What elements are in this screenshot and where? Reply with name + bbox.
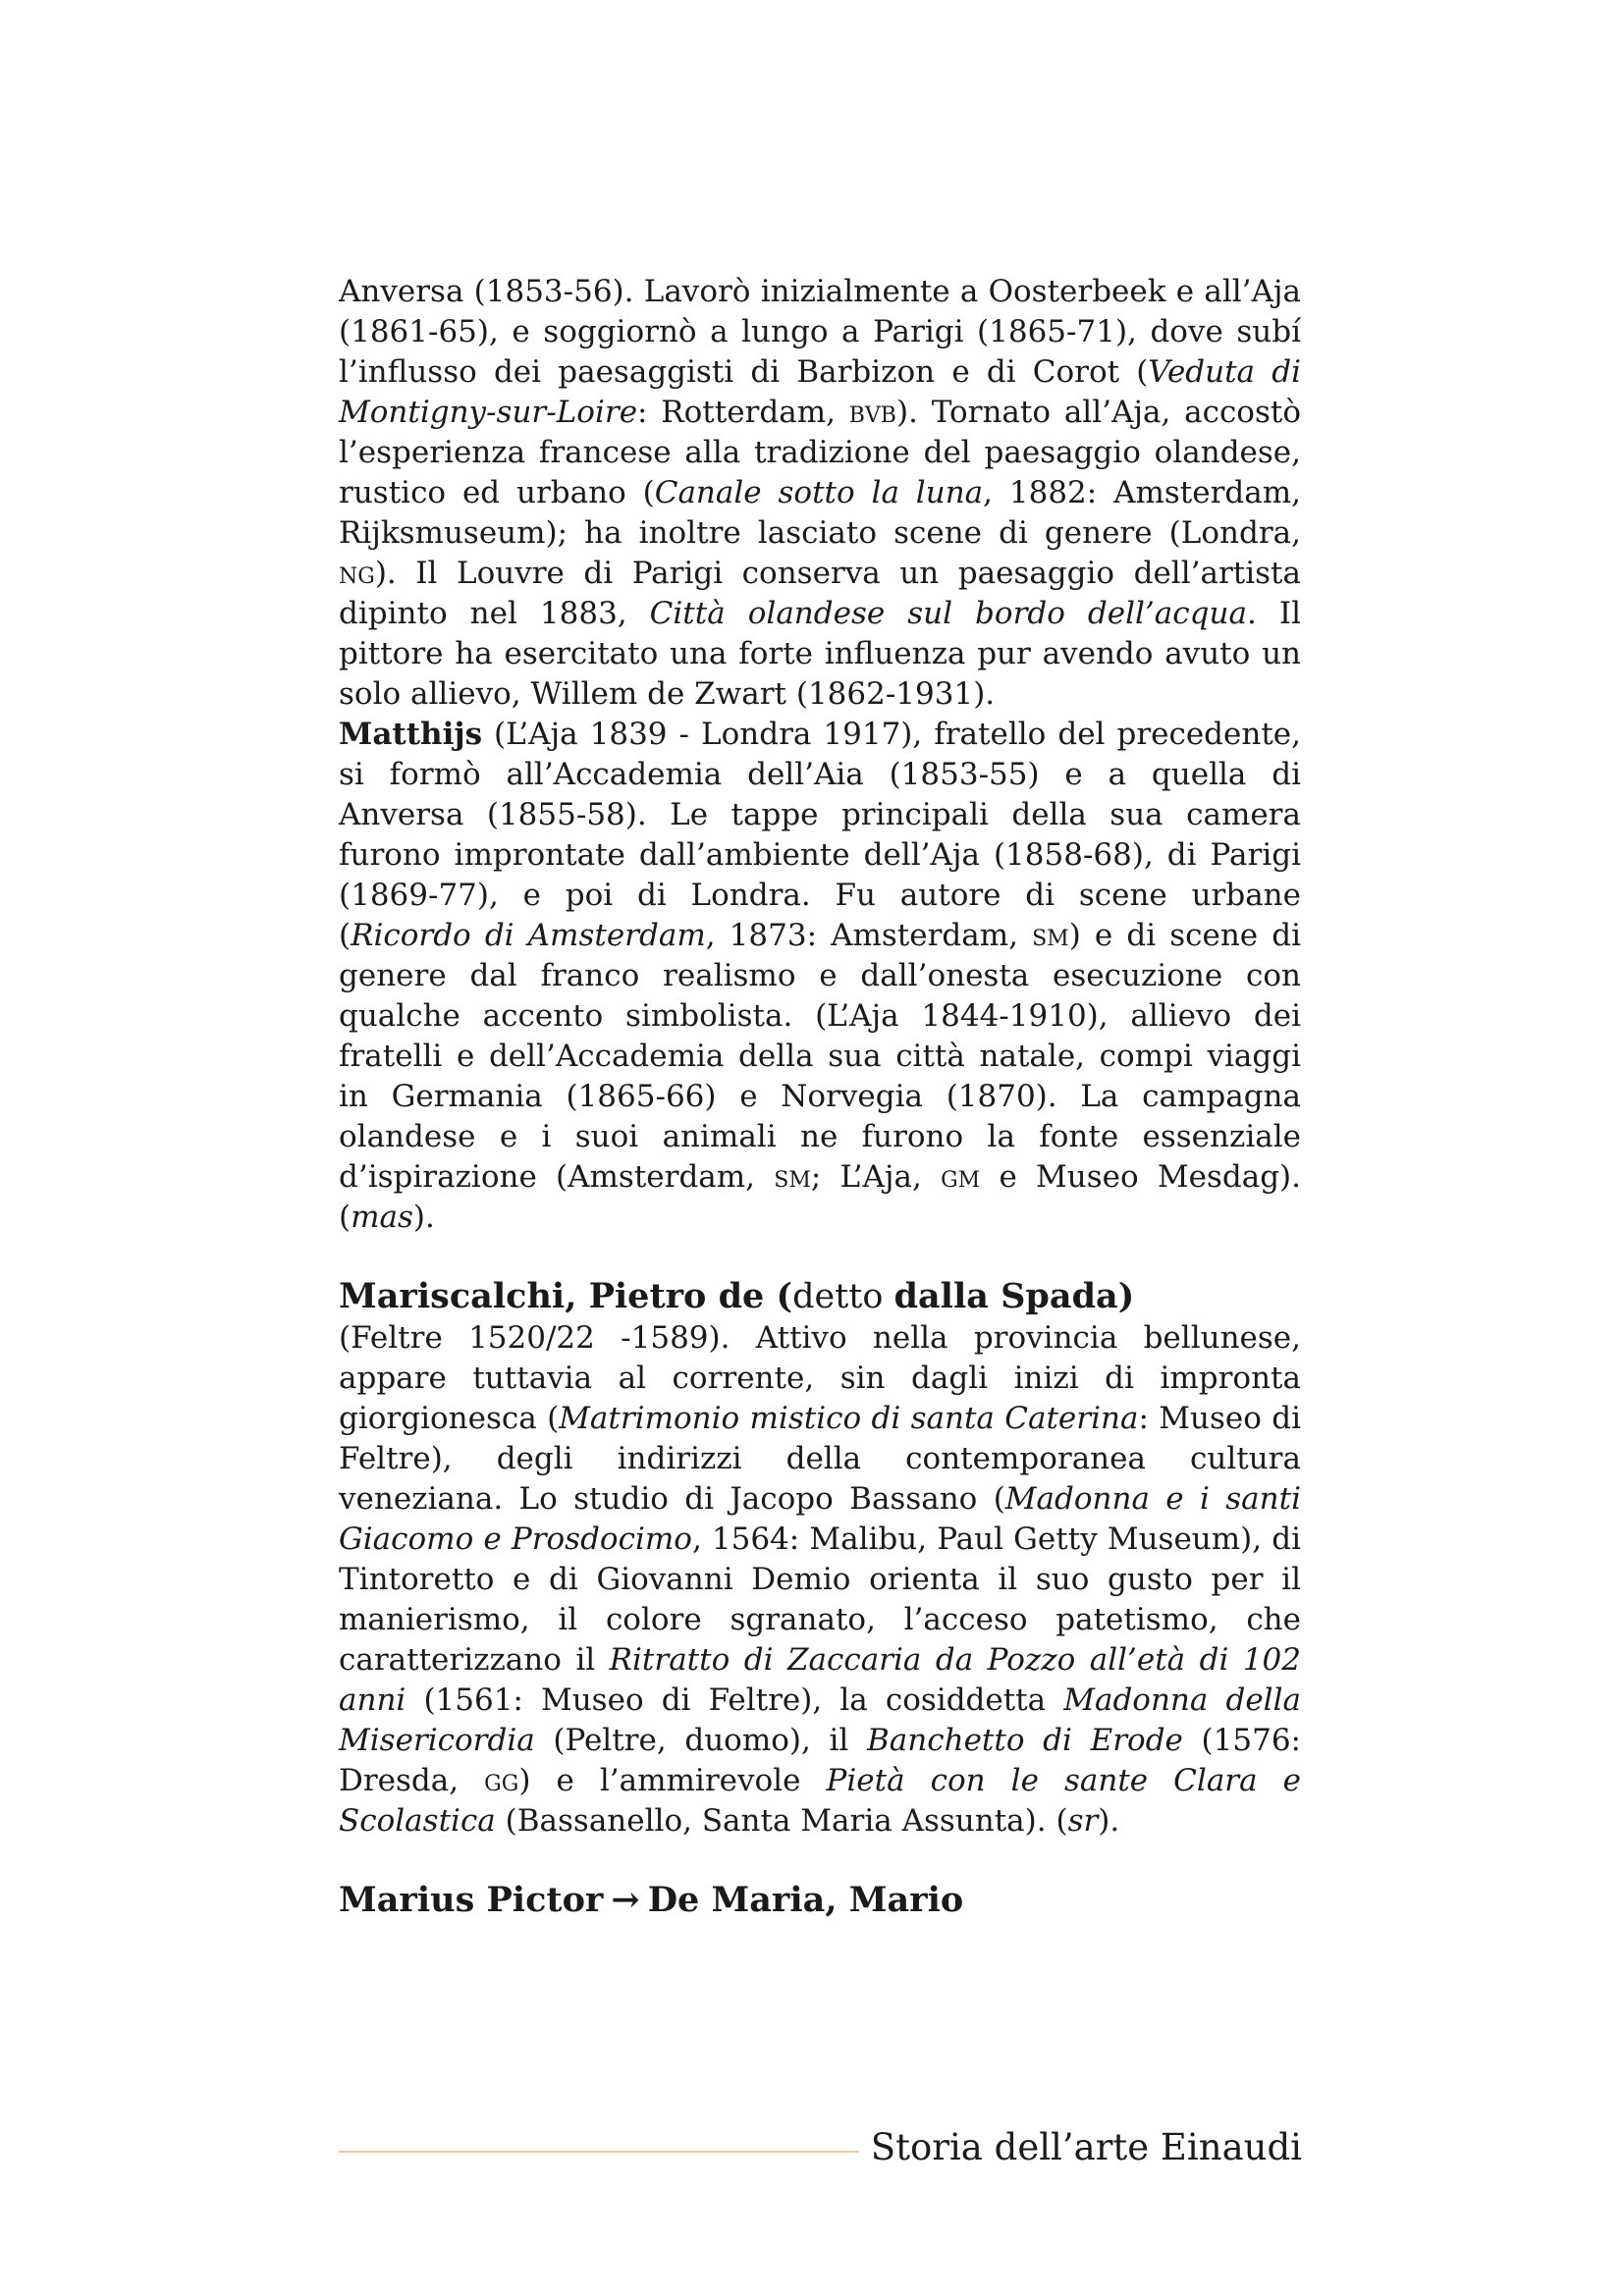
text-run: ). [412,1200,435,1235]
text-run: . Il pittore ha esercitato una forte influenza pur avendo avuto un solo allievo, Willem de Zwart (1862-1931). [339,596,1301,712]
entry-heading-mariscalchi [339,1275,1301,1318]
heading-bold: Marius Pictor [339,1880,604,1920]
paragraph-1 [339,272,1301,715]
cross-reference-arrow-icon: → [611,1880,640,1920]
text-run: (Feltre 1520/22 -1589). Attivo nella provincia bellunese, appare tuttavia al corrente, sin dagli inizi di impronta giorgionesca ( [339,1320,1301,1436]
artwork-title: Città olandese sul bordo dell’acqua [649,596,1247,631]
artwork-title: Ritratto di Zaccaria da Pozzo all’età di 102 anni [339,1642,1301,1718]
artwork-title: Canale sotto la luna [654,475,984,510]
museum-abbrev: sm [774,1159,811,1195]
text-run: ). Il Louvre di Parigi conserva un paesaggio dell’artista dipinto nel 1883, [339,556,1301,631]
heading-bold: Mariscalchi, Pietro de ( [339,1276,793,1316]
text-run: ) e l’ammirevole [518,1763,827,1798]
museum-abbrev: gm [941,1159,981,1195]
text-run: ) e di scene di genere dal franco realismo e dall’onesta esecuzione con qualche accento simbolista. (L’Aja 1844-1910), allievo dei fratelli e dell’Accademia della sua città natale, compi viaggi in Germania (1865-66) e Norvegia (1870). La campagna olandese e i suoi animali ne furono la fonte essenziale d’ispirazione (Amsterdam, [339,918,1301,1195]
text-run: ; L’Aja, [810,1159,942,1195]
text-run: e Museo Mesdag). ( [339,1159,1301,1235]
text-run: , 1873: Amsterdam, [705,918,1033,953]
text-run: ). Tornato all’Aja, accostò l’esperienza francese alla tradizione del paesaggio olandese, rustico ed urbano ( [339,395,1302,510]
artwork-title: Matrimonio mistico di santa Caterina [559,1401,1139,1436]
author-initials: mas [351,1200,413,1235]
footer-rule [339,2151,859,2153]
heading-normal: detto [792,1277,894,1316]
text-run: , 1882: Amsterdam, Rijksmuseum); ha inoltre lasciato scene di genere (Londra, [339,475,1301,551]
entry-heading-marius-pictor [339,1879,1301,1922]
museum-abbrev: gg [484,1763,519,1798]
text-run: : Rotterdam, [637,395,849,430]
text-run: , 1564: Malibu, Paul Getty Museum), di Tintoretto e di Giovanni Demio orienta il suo gusto per il manierismo, il colore sgranato, l’acceso patetismo, che caratterizzano il [339,1522,1301,1678]
text-run: (1561: Museo di Feltre), la cosiddetta [406,1682,1064,1718]
artwork-title: Madonna e i santi Giacomo e Prosdocimo [339,1481,1301,1557]
text-run: ). [1098,1803,1120,1839]
text-run: (Peltre, duomo), il [534,1723,868,1758]
heading-bold: dalla Spada) [893,1276,1135,1316]
subentry-name: Matthijs [339,717,483,752]
artwork-title: Ricordo di Amsterdam [351,918,706,953]
footer-title: Storia dell’arte Einaudi [870,2126,1302,2168]
artwork-title: Banchetto di Erode [867,1723,1183,1758]
author-initials: sr [1067,1803,1099,1839]
artwork-title: Pietà con le sante Clara e Scolastica [339,1763,1301,1839]
museum-abbrev: sm [1032,918,1069,953]
text-run: : Museo di Feltre), degli indirizzi della contemporanea cultura veneziana. Lo studio di Jacopo Bassano ( [339,1401,1301,1517]
museum-abbrev: ng [339,556,375,591]
text-run: (L’Aja 1839 - Londra 1917), fratello del precedente, si formò all’Accademia dell’Aia (1853-55) e a quella di Anversa (1855-58). Le tappe principali della sua camera furono improntate dall’ambiente dell’Aja (1858-68), di Parigi (1869-77), e poi di Londra. Fu autore di scene urbane ( [339,717,1301,953]
artwork-title: Madonna della Misericordia [339,1682,1301,1758]
paragraph-2 [339,715,1301,1238]
body-text [339,272,1301,1922]
text-run: Anversa (1853-56). Lavorò inizialmente a Oosterbeek e all’Aja (1861-65), e soggiornò a lungo a Parigi (1865-71), dove subí l’influsso dei paesaggisti di Barbizon e di Corot ( [339,274,1301,390]
entry-body-mariscalchi [339,1318,1301,1842]
text-run: (Bassanello, Santa Maria Assunta). ( [495,1803,1068,1839]
artwork-title: Veduta di Montigny-sur-Loire [339,354,1301,430]
museum-abbrev: bvb [848,395,896,430]
cross-reference-target[interactable]: De Maria, Mario [647,1880,964,1920]
text-run: (1576: Dresda, [339,1723,1301,1798]
